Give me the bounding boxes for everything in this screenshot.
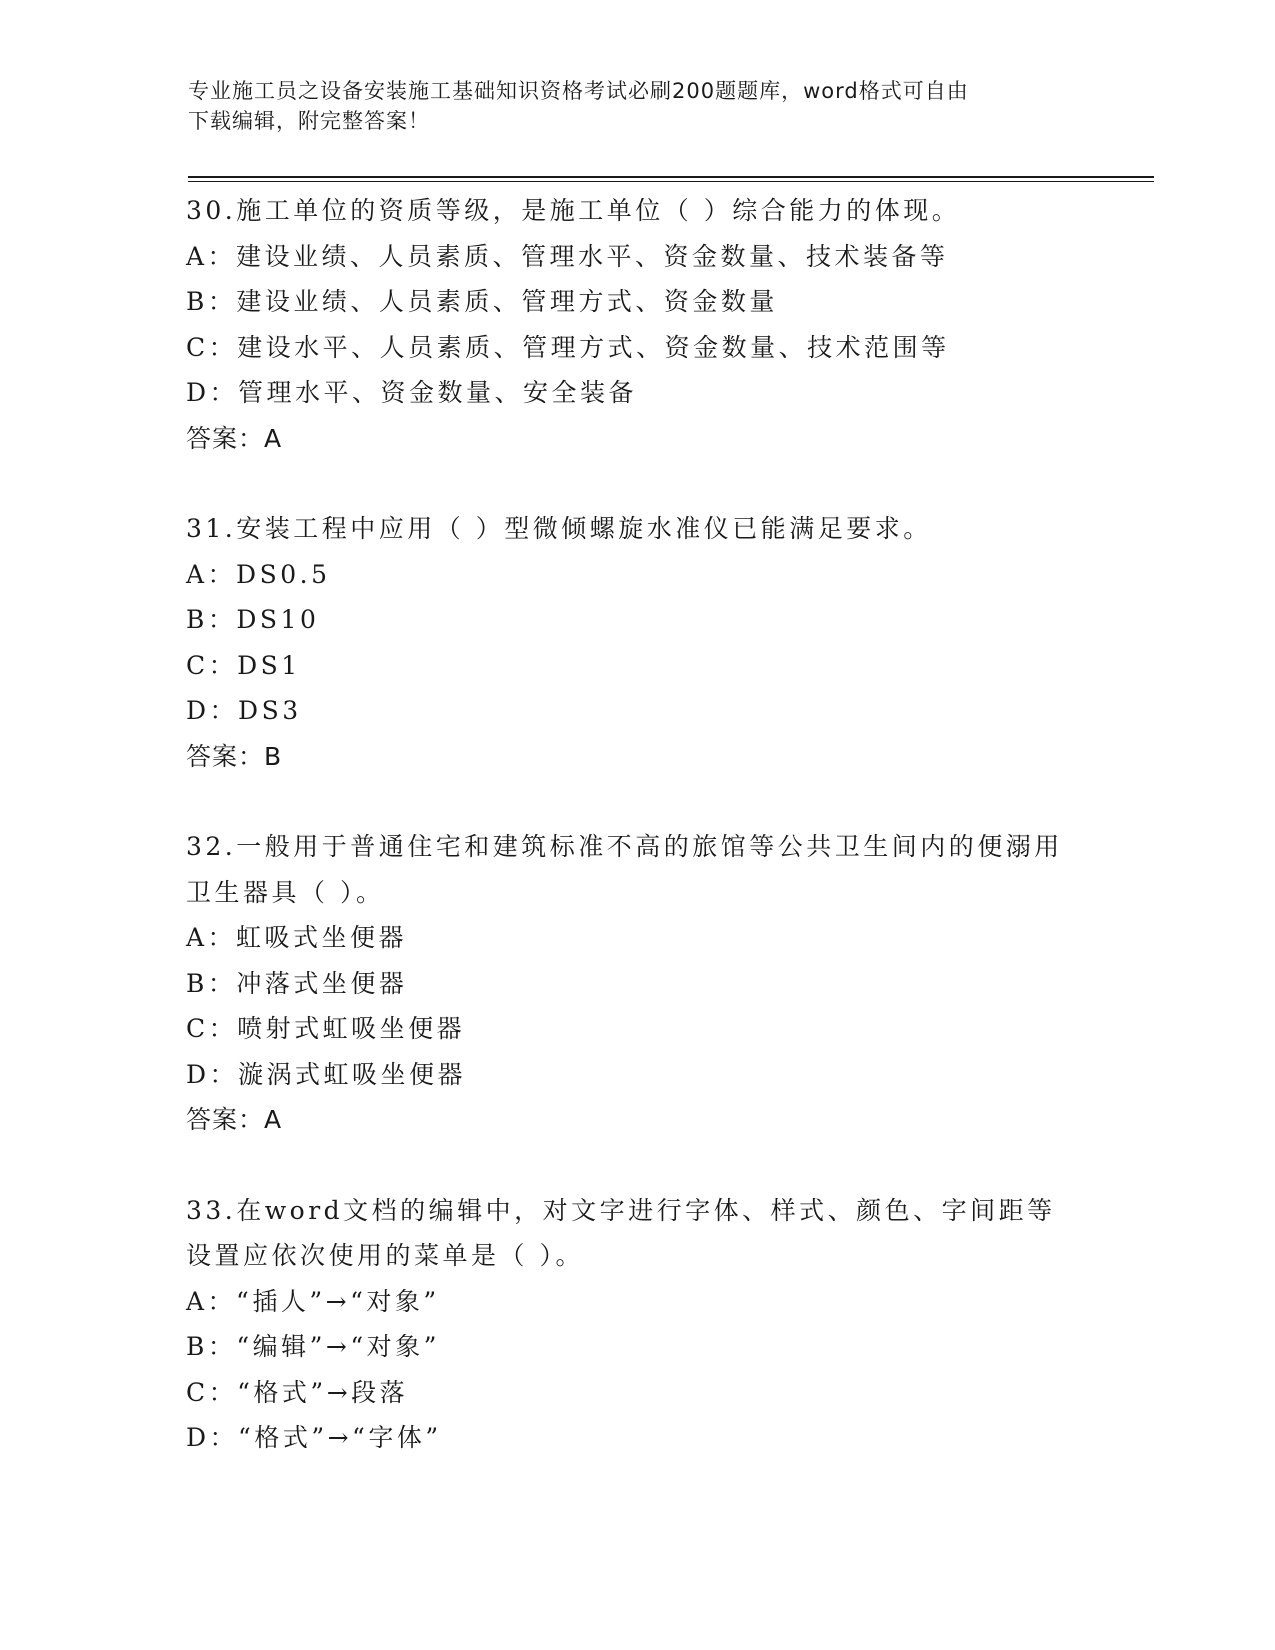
option-a: A：虹吸式坐便器 [186, 923, 408, 952]
question-stem-line-1: 32.一般用于普通住宅和建筑标准不高的旅馆等公共卫生间内的便溺用 [186, 832, 1063, 861]
option-c: C：喷射式虹吸坐便器 [186, 1014, 466, 1043]
option-a: A：“插人”→“对象” [186, 1286, 440, 1316]
answer-label: 答案：A [186, 1105, 283, 1134]
option-c: C：“格式”→段落 [186, 1377, 409, 1407]
option-d: D：管理水平、资金数量、安全装备 [186, 378, 638, 407]
option-a: A：建设业绩、人员素质、管理水平、资金数量、技术装备等 [186, 241, 949, 271]
option-b: B：冲落式坐便器 [186, 968, 408, 998]
question-stem: 30.施工单位的资质等级，是施工单位（ ）综合能力的体现。 [186, 196, 961, 225]
answer-label: 答案：A [186, 423, 283, 453]
header-divider-thin [188, 181, 1154, 182]
question-stem-line-2: 设置应依次使用的菜单是（ ）。 [186, 1241, 584, 1270]
header-line-2: 下载编辑，附完整答案！ [188, 109, 430, 133]
header-divider-thick [188, 176, 1154, 178]
question-32 [186, 824, 1086, 1143]
header-line-1: 专业施工员之设备安装施工基础知识资格考试必刷200题题库，word格式可自由 [188, 79, 969, 103]
option-b: B：建设业绩、人员素质、管理方式、资金数量 [186, 287, 778, 316]
option-d: D：DS3 [186, 696, 302, 725]
question-stem-line-1: 33.在word文档的编辑中，对文字进行字体、样式、颜色、字间距等 [186, 1195, 1056, 1225]
question-spacer [186, 461, 1086, 506]
question-stem: 31.安装工程中应用（ ）型微倾螺旋水准仪已能满足要求。 [186, 514, 932, 543]
question-spacer [186, 779, 1086, 824]
question-31 [186, 506, 1086, 779]
option-a: A：DS0.5 [186, 559, 331, 589]
answer-label: 答案：B [186, 741, 283, 771]
question-spacer [186, 1143, 1086, 1188]
option-c: C：建设水平、人员素质、管理方式、资金数量、技术范围等 [186, 332, 950, 362]
question-stem-line-2: 卫生器具（ ）。 [186, 877, 385, 907]
option-d: D：漩涡式虹吸坐便器 [186, 1059, 467, 1089]
option-b: B：DS10 [186, 605, 320, 634]
question-33 [186, 1188, 1086, 1461]
option-c: C：DS1 [186, 650, 301, 680]
option-b: B：“编辑”→“对象” [186, 1332, 440, 1361]
question-list [186, 188, 1086, 1461]
option-d: D：“格式”→“字体” [186, 1423, 442, 1452]
document-header [188, 76, 1068, 136]
question-30 [186, 188, 1086, 461]
